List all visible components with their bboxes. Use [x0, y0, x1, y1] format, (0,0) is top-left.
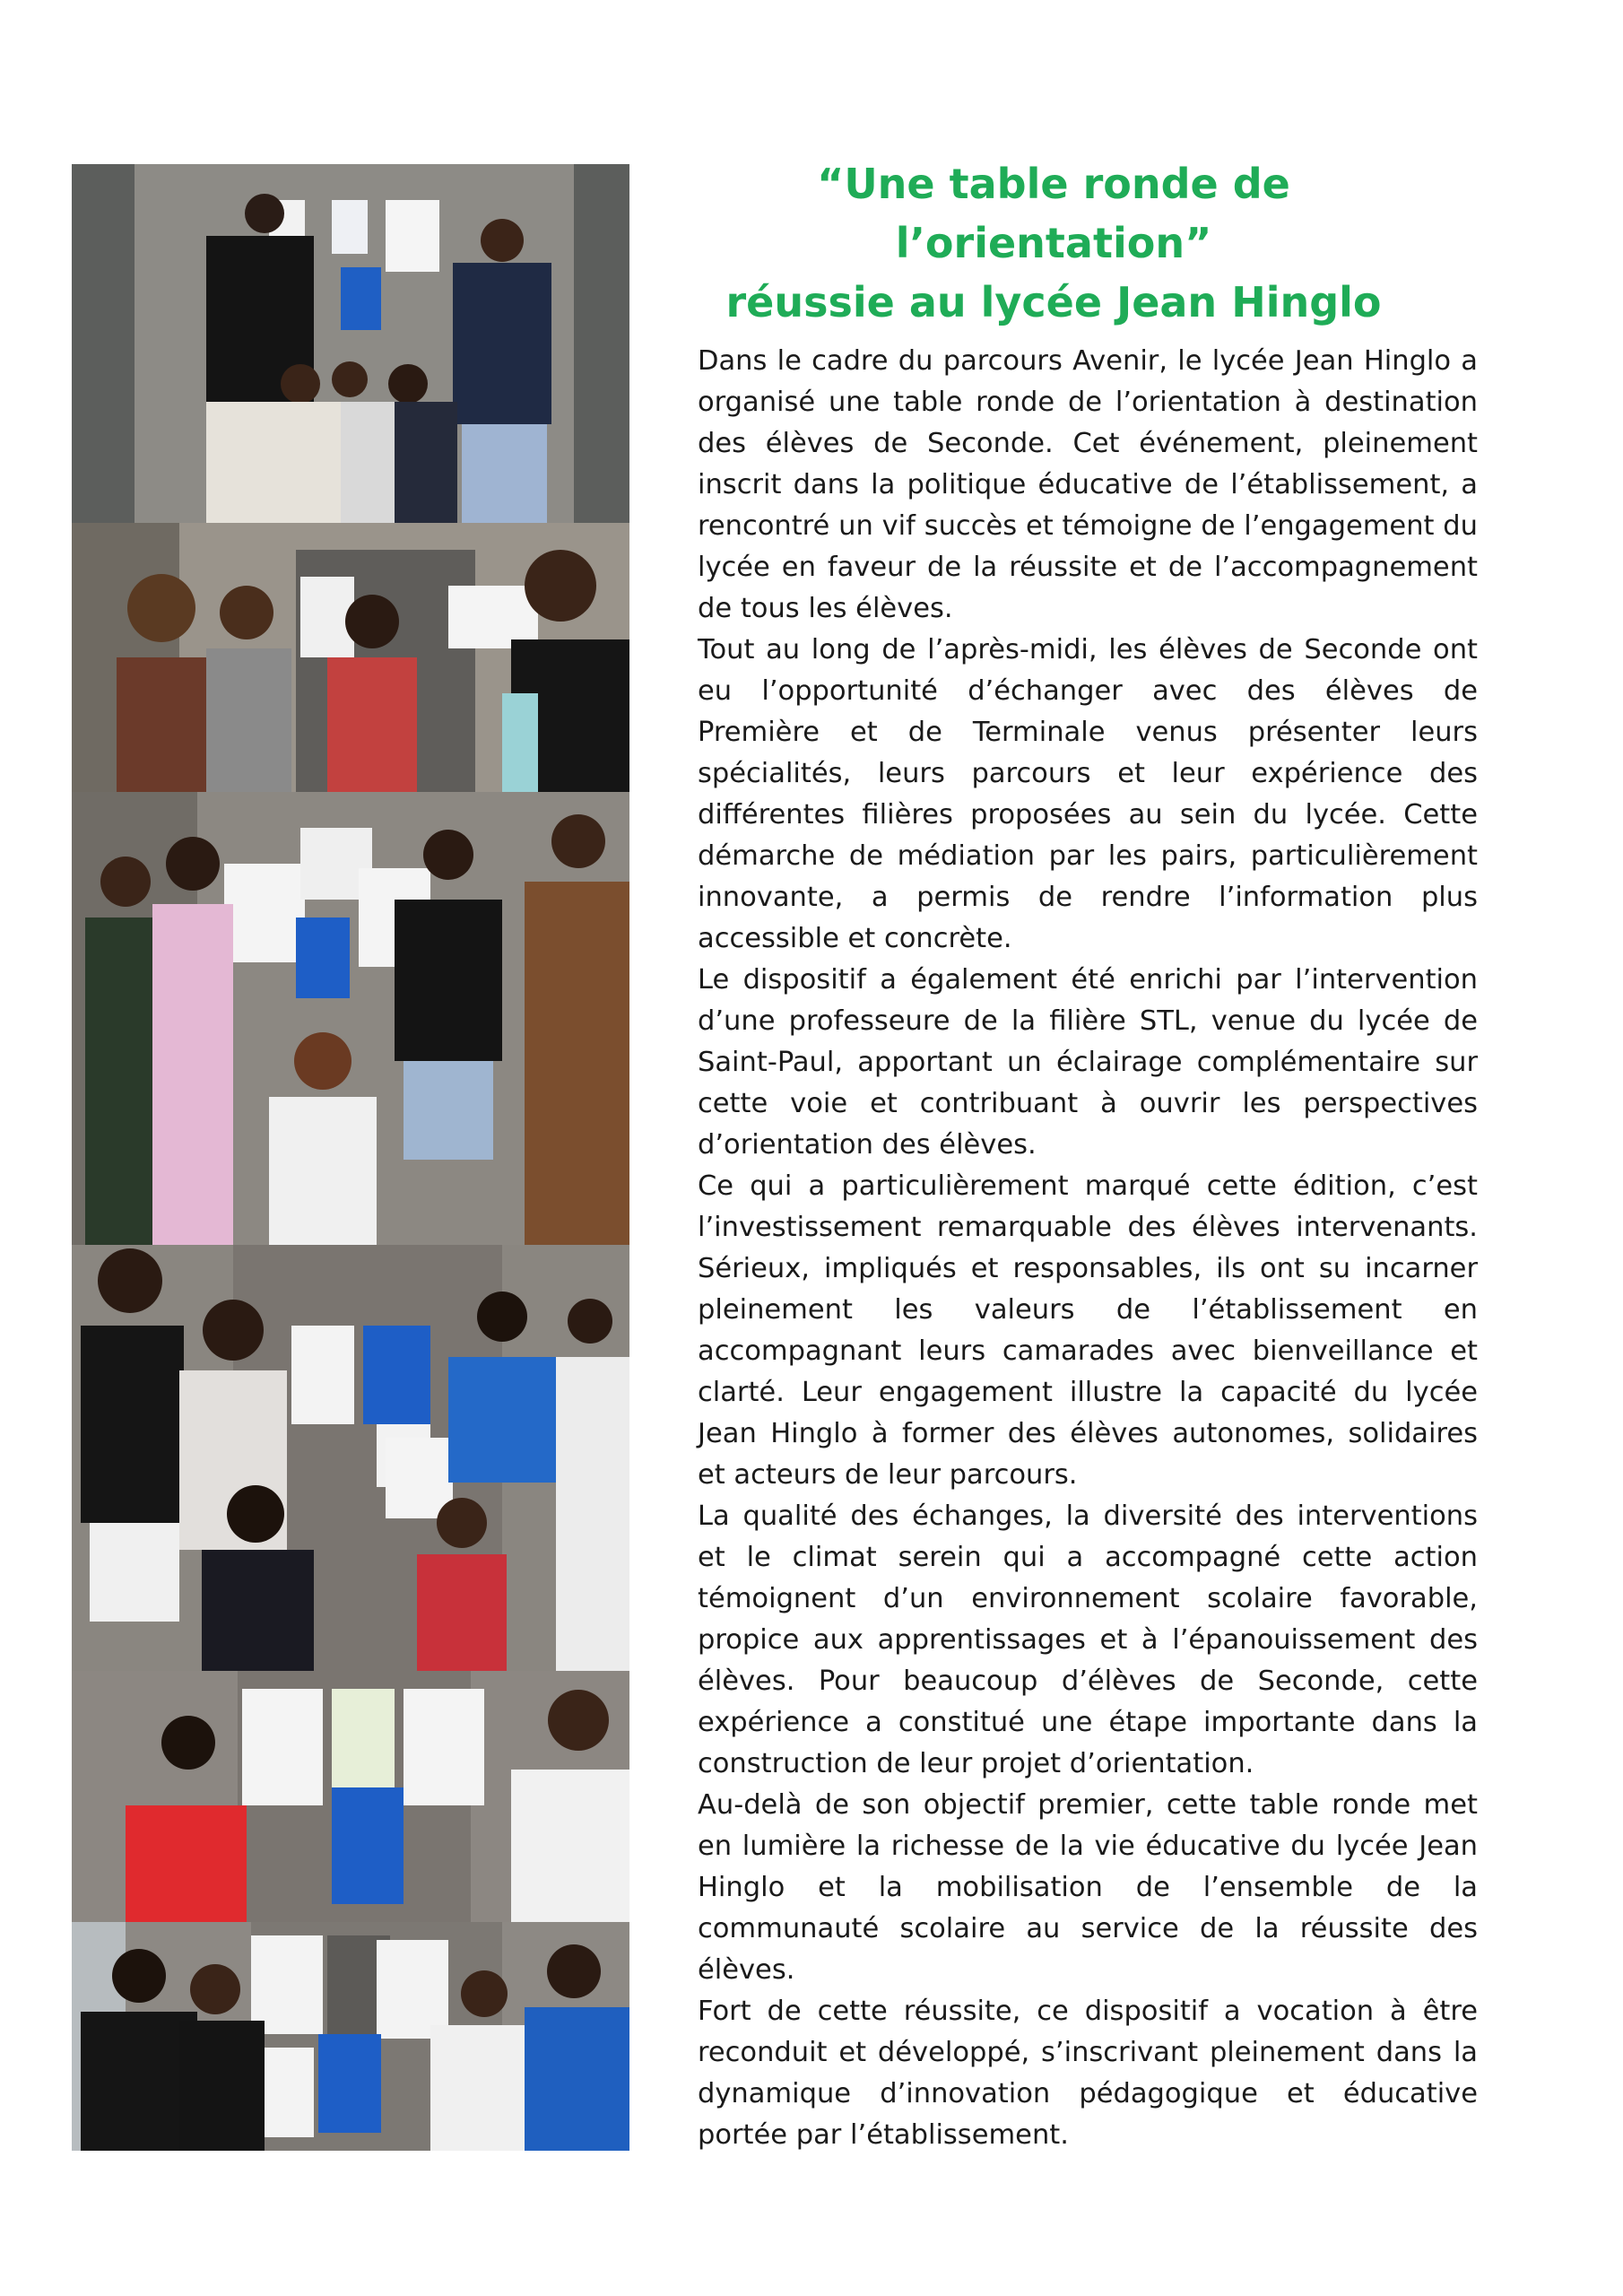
group-photo-5-image [72, 1671, 629, 1922]
group-photo-6-image [72, 1922, 629, 2151]
group-photo-5 [72, 1671, 629, 1922]
article-paragraph: Le dispositif a également été enrichi par l’intervention d’une professeure de la filière STL, venue du lycée de Saint-Paul, apportant un éclairage complémentaire sur cette voie et contribuant à ouvrir les perspectives d’orientation des élèves. [698, 964, 1478, 1161]
article-paragraph: Tout au long de l’après-midi, les élèves de Seconde ont eu l’opportunité d’échanger avec des élèves de Première et de Terminale venus présenter leurs spécialités, leurs parcours et leur expérience des différentes filières proposées au sein du lycée. Cette démarche de médiation par les pairs, particulièrement innovante, a permis de rendre l’information plus accessible et concrète. [698, 634, 1478, 954]
article-paragraph: Au-delà de son objectif premier, cette table ronde met en lumière la richesse de la vie éducative du lycée Jean Hinglo et la mobilisation de l’ensemble de la communauté scolaire au service de la réussite des élèves. [698, 1789, 1478, 1986]
group-photo-6 [72, 1922, 629, 2151]
photo-collage [72, 164, 629, 2151]
group-photo-2 [72, 523, 629, 792]
group-photo-4 [72, 1245, 629, 1671]
group-photo-1 [72, 164, 629, 523]
article-title-line-1: “Une table ronde de l’orientation” [817, 160, 1290, 267]
group-photo-2-image [72, 523, 629, 792]
article-title-line-2: réussie au lycée Jean Hinglo [725, 278, 1382, 326]
group-photo-4-image [72, 1245, 629, 1671]
article-body [698, 341, 1478, 2156]
group-photo-3 [72, 792, 629, 1245]
article-paragraph: La qualité des échanges, la diversité des interventions et le climat serein qui a accompagné cette action témoignent d’un environnement scolaire favorable, propice aux apprentissages et à l’épanouissement des élèves. Pour beaucoup d’élèves de Seconde, cette expérience a constitué une étape importante dans la construction de leur projet d’orientation. [698, 1500, 1478, 1779]
group-photo-1-image [72, 164, 629, 523]
article-paragraph: Ce qui a particulièrement marqué cette édition, c’est l’investissement remarquable des élèves intervenants. Sérieux, impliqués et responsables, ils ont su incarner pleinement les valeurs de l’établissement en accompagnant leurs camarades avec bienveillance et clarté. Leur engagement illustre la capacité du lycée Jean Hinglo à former des élèves autonomes, solidaires et acteurs de leur parcours. [698, 1170, 1478, 1491]
group-photo-3-image [72, 792, 629, 1245]
article-title [681, 154, 1426, 332]
article-paragraph: Dans le cadre du parcours Avenir, le lycée Jean Hinglo a organisé une table ronde de l’orientation à destination des élèves de Seconde. Cet événement, pleinement inscrit dans la politique éducative de l’établissement, a rencontré un vif succès et témoigne de l’engagement du lycée en faveur de la réussite et de l’accompagnement de tous les élèves. [698, 345, 1478, 624]
article-paragraph: Fort de cette réussite, ce dispositif a vocation à être reconduit et développé, s’inscrivant pleinement dans la dynamique d’innovation pédagogique et éducative portée par l’établissement. [698, 1996, 1478, 2151]
